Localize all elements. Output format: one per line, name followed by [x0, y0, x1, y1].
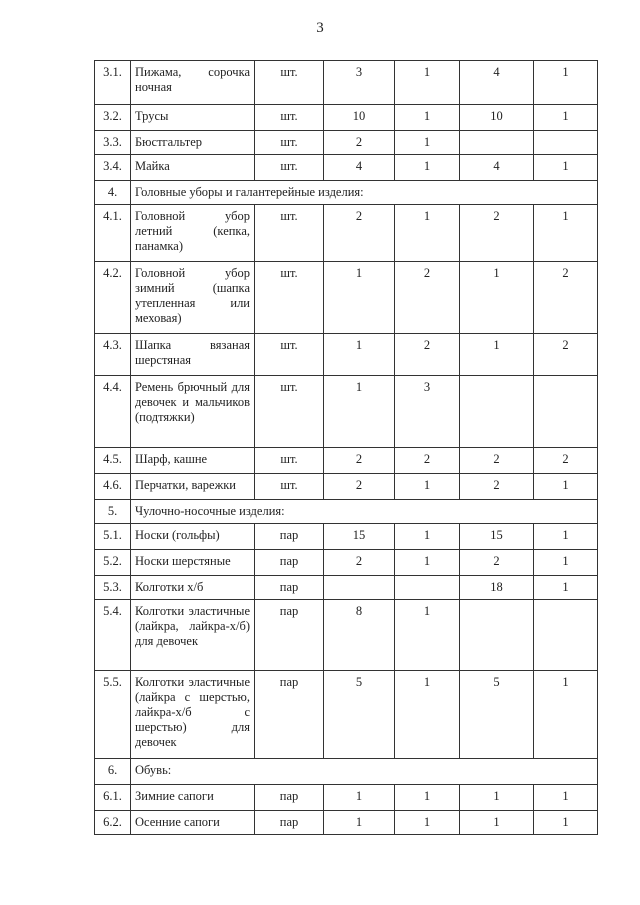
value-cell-1: 1	[324, 262, 395, 334]
item-name: Ремень брючный для девочек и мальчиков (подтяжки)	[131, 376, 255, 448]
value-cell-3: 4	[460, 155, 534, 181]
value-cell-2: 1	[395, 600, 460, 671]
value-cell-1: 2	[324, 474, 395, 500]
row-number: 4.3.	[95, 334, 131, 376]
item-unit: шт.	[255, 205, 324, 262]
row-number: 5.1.	[95, 524, 131, 550]
value-cell-3	[460, 376, 534, 448]
value-cell-2: 1	[395, 205, 460, 262]
item-unit: пар	[255, 811, 324, 835]
value-cell-2: 1	[395, 811, 460, 835]
value-cell-4: 1	[534, 524, 598, 550]
page-number: 3	[316, 20, 324, 36]
item-name: Головной убор летний (кепка, панамка)	[131, 205, 255, 262]
table-row	[95, 105, 598, 131]
item-name: Перчатки, варежки	[131, 474, 255, 500]
table-row	[95, 576, 598, 600]
value-cell-1: 15	[324, 524, 395, 550]
value-cell-2: 1	[395, 671, 460, 759]
table-row	[95, 334, 598, 376]
value-cell-4: 2	[534, 262, 598, 334]
value-cell-1: 3	[324, 61, 395, 105]
value-cell-1: 1	[324, 376, 395, 448]
value-cell-2: 1	[395, 155, 460, 181]
value-cell-3	[460, 131, 534, 155]
value-cell-4	[534, 131, 598, 155]
value-cell-1: 5	[324, 671, 395, 759]
value-cell-1: 2	[324, 550, 395, 576]
row-number: 3.1.	[95, 61, 131, 105]
value-cell-1	[324, 576, 395, 600]
value-cell-2: 1	[395, 105, 460, 131]
item-name: Шапка вязаная шерстяная	[131, 334, 255, 376]
value-cell-2: 3	[395, 376, 460, 448]
value-cell-3: 15	[460, 524, 534, 550]
item-unit: шт.	[255, 105, 324, 131]
value-cell-1: 1	[324, 334, 395, 376]
value-cell-1: 2	[324, 448, 395, 474]
item-name: Бюстгальтер	[131, 131, 255, 155]
value-cell-4: 1	[534, 61, 598, 105]
row-number: 5.5.	[95, 671, 131, 759]
row-number: 6.1.	[95, 785, 131, 811]
value-cell-4: 2	[534, 448, 598, 474]
row-number: 4.6.	[95, 474, 131, 500]
value-cell-4: 1	[534, 155, 598, 181]
value-cell-4: 1	[534, 671, 598, 759]
value-cell-3: 2	[460, 205, 534, 262]
row-number: 4.1.	[95, 205, 131, 262]
section-title: Головные уборы и галантерейные изделия:	[131, 181, 598, 205]
row-number: 4.5.	[95, 448, 131, 474]
item-name: Зимние сапоги	[131, 785, 255, 811]
value-cell-1: 2	[324, 131, 395, 155]
item-name: Носки (гольфы)	[131, 524, 255, 550]
row-number: 5.2.	[95, 550, 131, 576]
value-cell-4: 1	[534, 550, 598, 576]
row-number: 6.2.	[95, 811, 131, 835]
value-cell-3: 1	[460, 785, 534, 811]
norms-table	[94, 60, 598, 835]
value-cell-2: 2	[395, 262, 460, 334]
value-cell-1: 8	[324, 600, 395, 671]
value-cell-4: 1	[534, 474, 598, 500]
item-unit: пар	[255, 600, 324, 671]
value-cell-2: 2	[395, 448, 460, 474]
table-row	[95, 550, 598, 576]
row-number: 4.4.	[95, 376, 131, 448]
item-name: Шарф, кашне	[131, 448, 255, 474]
value-cell-4: 1	[534, 105, 598, 131]
row-number: 5.3.	[95, 576, 131, 600]
item-unit: пар	[255, 671, 324, 759]
value-cell-2	[395, 576, 460, 600]
table-row	[95, 785, 598, 811]
section-row	[95, 500, 598, 524]
value-cell-1: 1	[324, 811, 395, 835]
item-name: Трусы	[131, 105, 255, 131]
item-name: Колготки эластичные (лайкра, лайкра-х/б) для девочек	[131, 600, 255, 671]
value-cell-3: 1	[460, 262, 534, 334]
table-row	[95, 448, 598, 474]
row-number: 4.	[95, 181, 131, 205]
item-name: Колготки х/б	[131, 576, 255, 600]
value-cell-3: 2	[460, 448, 534, 474]
value-cell-1: 10	[324, 105, 395, 131]
value-cell-2: 2	[395, 334, 460, 376]
table-row	[95, 376, 598, 448]
item-unit: пар	[255, 576, 324, 600]
row-number: 3.3.	[95, 131, 131, 155]
value-cell-2: 1	[395, 474, 460, 500]
item-name: Пижама, сорочка ночная	[131, 61, 255, 105]
value-cell-3: 1	[460, 334, 534, 376]
value-cell-1: 4	[324, 155, 395, 181]
item-name: Майка	[131, 155, 255, 181]
item-name: Осенние сапоги	[131, 811, 255, 835]
section-row	[95, 181, 598, 205]
value-cell-1: 2	[324, 205, 395, 262]
table-row	[95, 155, 598, 181]
row-number: 5.	[95, 500, 131, 524]
item-unit: шт.	[255, 131, 324, 155]
value-cell-3: 2	[460, 474, 534, 500]
value-cell-4: 1	[534, 811, 598, 835]
row-number: 4.2.	[95, 262, 131, 334]
section-title: Обувь:	[131, 759, 598, 785]
value-cell-4: 1	[534, 785, 598, 811]
item-unit: шт.	[255, 376, 324, 448]
value-cell-4	[534, 600, 598, 671]
value-cell-1: 1	[324, 785, 395, 811]
table-row	[95, 474, 598, 500]
item-unit: шт.	[255, 448, 324, 474]
value-cell-4: 1	[534, 576, 598, 600]
value-cell-3	[460, 600, 534, 671]
section-row	[95, 759, 598, 785]
table-row	[95, 671, 598, 759]
value-cell-2: 1	[395, 131, 460, 155]
value-cell-4: 2	[534, 334, 598, 376]
value-cell-4: 1	[534, 205, 598, 262]
item-unit: шт.	[255, 474, 324, 500]
item-unit: шт.	[255, 262, 324, 334]
table-row	[95, 524, 598, 550]
item-unit: пар	[255, 785, 324, 811]
table-row	[95, 61, 598, 105]
table-row	[95, 600, 598, 671]
row-number: 3.2.	[95, 105, 131, 131]
value-cell-2: 1	[395, 61, 460, 105]
table-row	[95, 262, 598, 334]
table-row	[95, 205, 598, 262]
item-name: Головной убор зимний (шапка утепленная или меховая)	[131, 262, 255, 334]
item-unit: шт.	[255, 61, 324, 105]
value-cell-3: 2	[460, 550, 534, 576]
value-cell-4	[534, 376, 598, 448]
table-row	[95, 131, 598, 155]
row-number: 3.4.	[95, 155, 131, 181]
value-cell-3: 10	[460, 105, 534, 131]
value-cell-3: 5	[460, 671, 534, 759]
value-cell-3: 4	[460, 61, 534, 105]
item-unit: пар	[255, 524, 324, 550]
value-cell-3: 18	[460, 576, 534, 600]
section-title: Чулочно-носочные изделия:	[131, 500, 598, 524]
row-number: 5.4.	[95, 600, 131, 671]
table-body	[95, 61, 598, 835]
value-cell-2: 1	[395, 550, 460, 576]
item-name: Носки шерстяные	[131, 550, 255, 576]
row-number: 6.	[95, 759, 131, 785]
value-cell-2: 1	[395, 524, 460, 550]
table-row	[95, 811, 598, 835]
item-name: Колготки эластичные (лайкра с шерстью, лайкра-х/б с шерстью) для девочек	[131, 671, 255, 759]
item-unit: шт.	[255, 334, 324, 376]
item-unit: пар	[255, 550, 324, 576]
value-cell-2: 1	[395, 785, 460, 811]
value-cell-3: 1	[460, 811, 534, 835]
item-unit: шт.	[255, 155, 324, 181]
